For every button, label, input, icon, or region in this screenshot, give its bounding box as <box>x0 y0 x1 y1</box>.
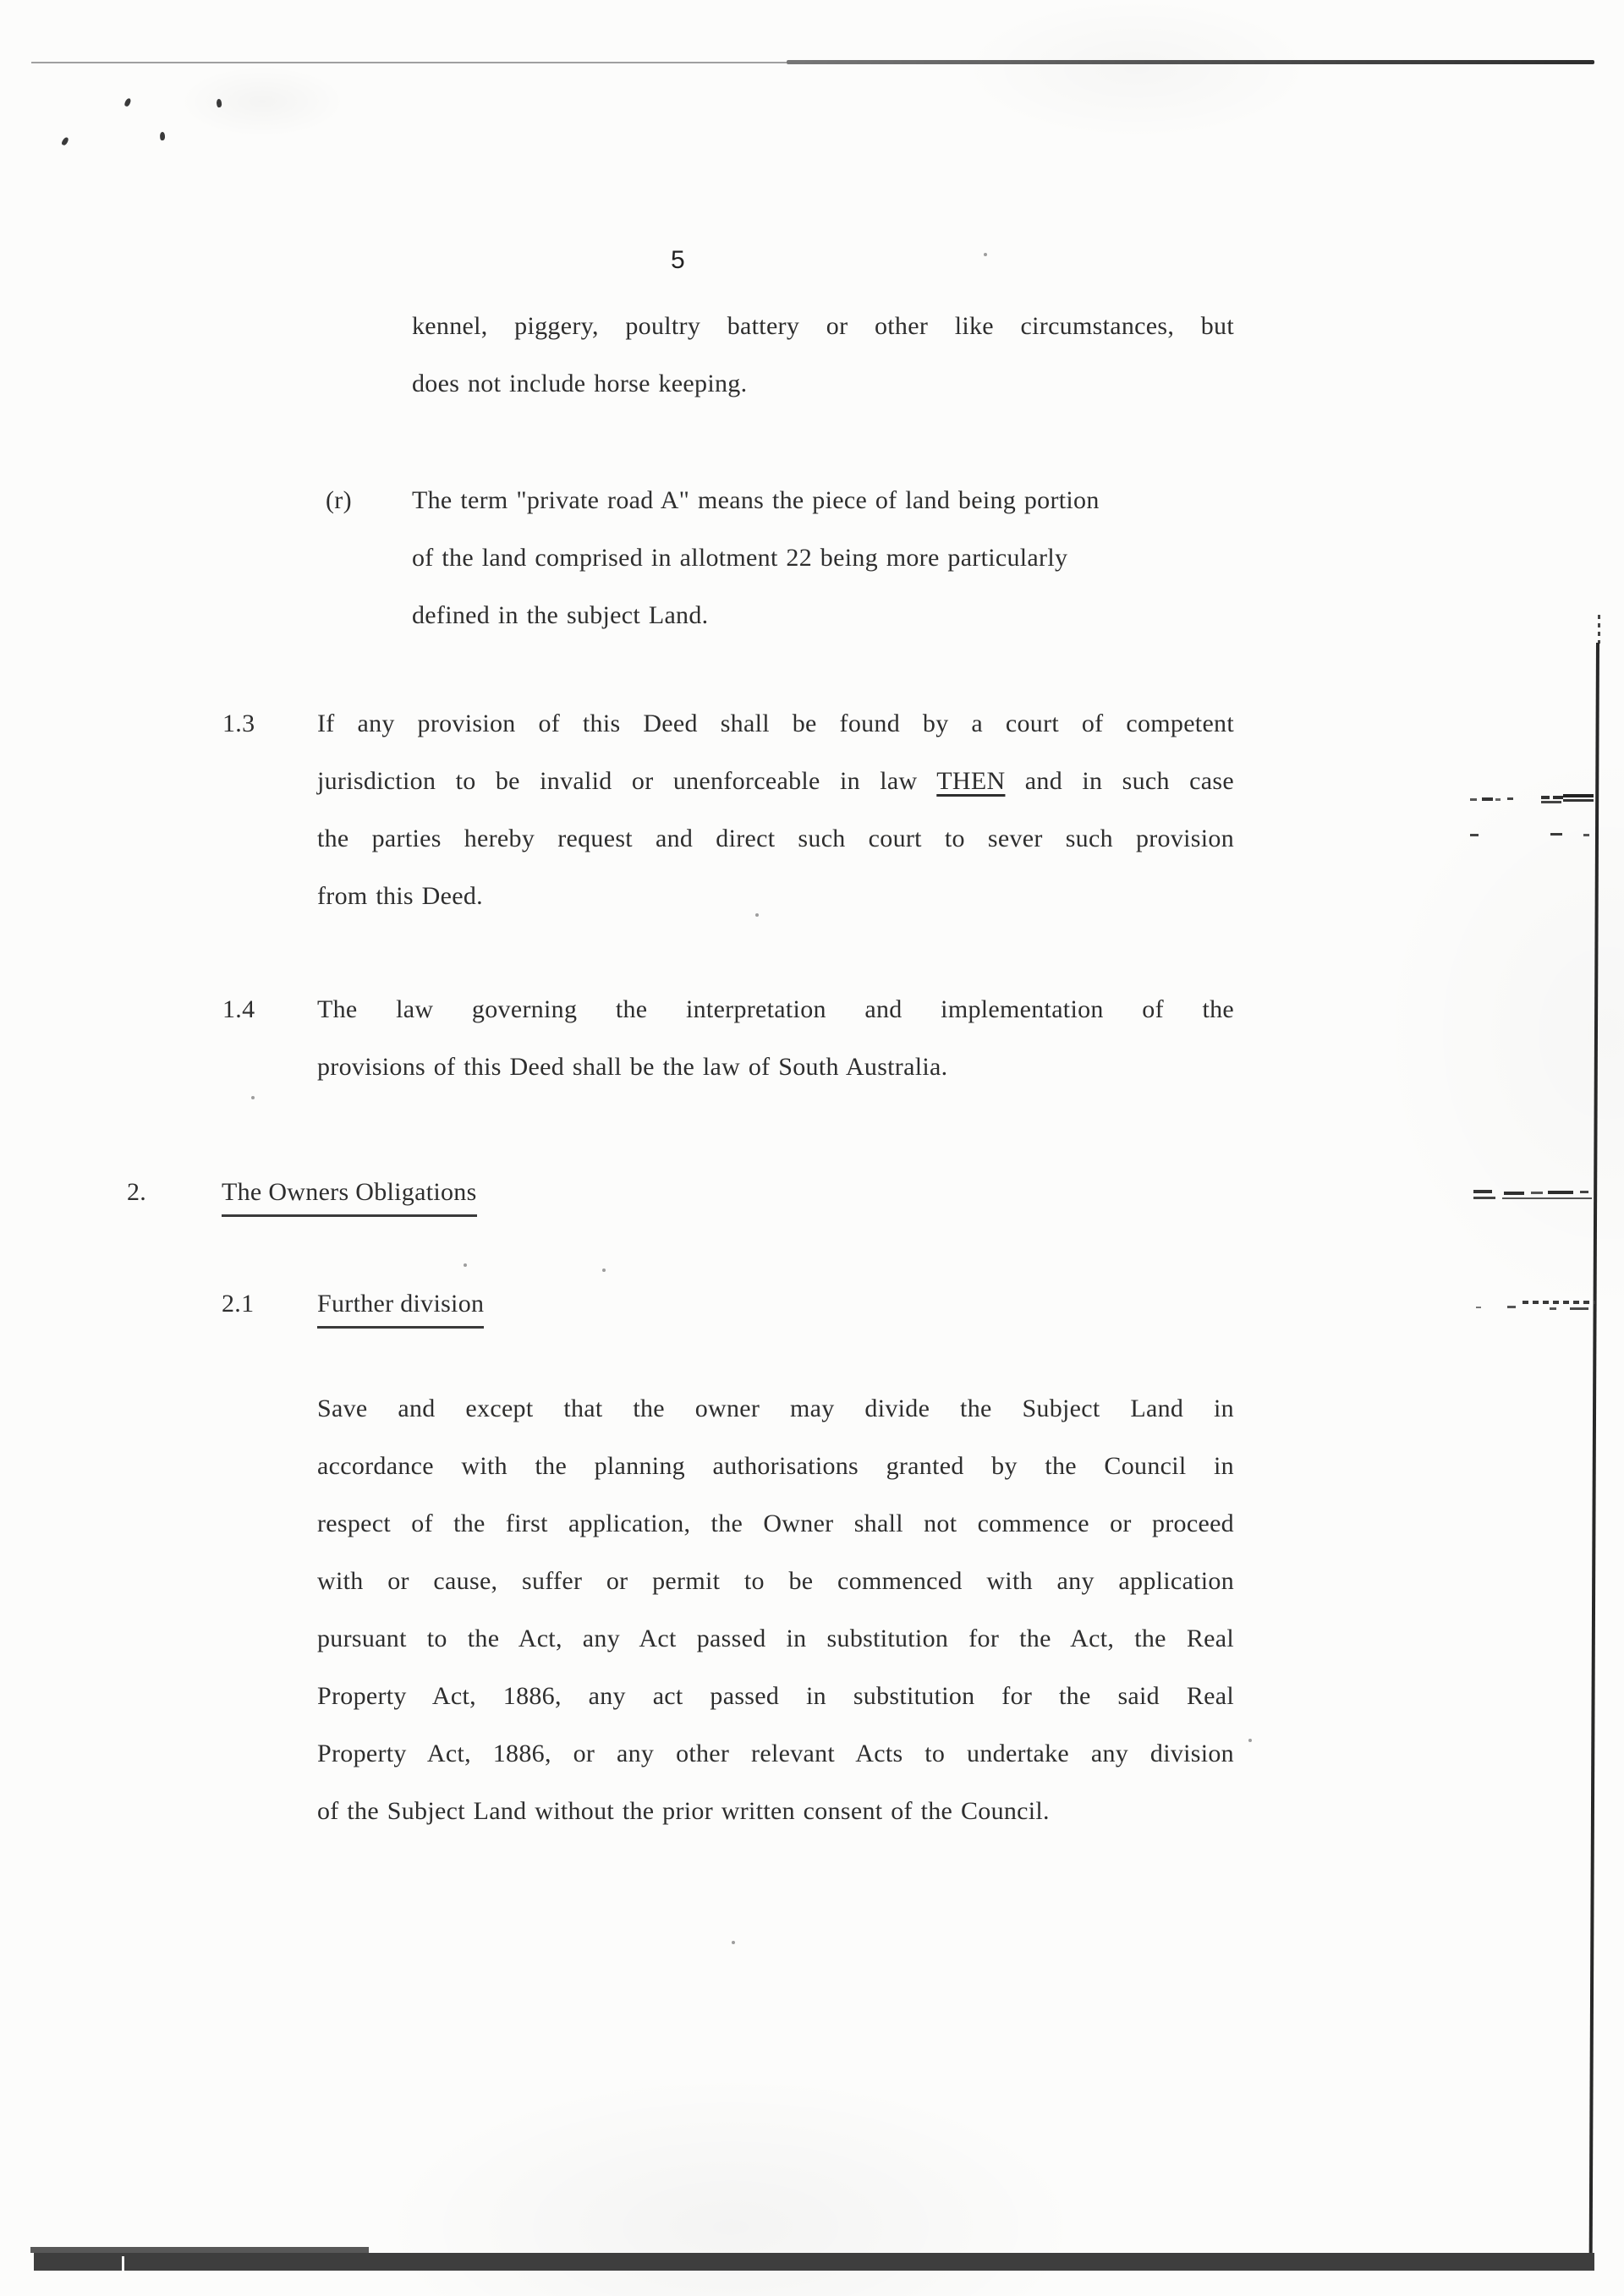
scan-bottom-edge-notch <box>122 2256 124 2271</box>
text-line: respect of the first application, the Owner shall not commence or proceed <box>317 1510 1234 1537</box>
scan-dot <box>984 253 987 256</box>
scan-dashed-line <box>1522 1301 1595 1304</box>
scan-dash <box>1507 1306 1516 1308</box>
scan-bottom-edge-bar <box>34 2253 1594 2271</box>
scan-dash <box>1570 1307 1588 1310</box>
ink-speck <box>216 98 222 107</box>
text-line: does not include horse keeping. <box>412 370 748 397</box>
scan-dash <box>1563 799 1594 802</box>
scan-dash <box>1531 1192 1543 1194</box>
text-line: provisions of this Deed shall be the law of South Australia. <box>317 1053 948 1081</box>
clause-1-4-number: 1.4 <box>222 995 255 1023</box>
scan-dash <box>1470 798 1477 801</box>
scan-dot <box>1248 1739 1252 1742</box>
text-line: The term "private road A" means the piece of land being portion <box>412 486 1100 514</box>
definition-r-label: (r) <box>326 486 352 514</box>
text-line: the parties hereby request and direct such court to sever such provision <box>317 825 1234 852</box>
section-2-heading <box>222 1175 477 1217</box>
ink-speck <box>159 132 165 141</box>
text-line: Save and except that the owner may divide the Subject Land in <box>317 1395 1234 1422</box>
text-line: defined in the subject Land. <box>412 601 709 629</box>
scan-dash <box>1495 798 1501 801</box>
text-line: If any provision of this Deed shall be found by a court of competent <box>317 710 1234 737</box>
scan-dash <box>1482 797 1493 801</box>
ink-speck <box>124 97 132 107</box>
text-line: with or cause, suffer or permit to be commenced with any application <box>317 1567 1234 1595</box>
scan-dot <box>755 913 759 917</box>
scan-dash <box>1553 796 1563 799</box>
scan-bottom-edge-lead <box>30 2247 369 2253</box>
text-line: from this Deed. <box>317 882 483 910</box>
ink-speck <box>61 136 69 146</box>
text-line: jurisdiction to be invalid or unenforceable in law THEN and in such case <box>317 767 1234 795</box>
scan-dash <box>1563 794 1594 797</box>
text-line: accordance with the planning authorisations granted by the Council in <box>317 1452 1234 1480</box>
scan-dash <box>1476 1307 1481 1308</box>
scan-top-edge-line-dark <box>787 60 1594 64</box>
scan-dash <box>1550 1307 1556 1310</box>
scan-dash <box>1583 834 1589 836</box>
scan-dash <box>1473 1197 1495 1199</box>
scan-dash <box>1507 797 1513 800</box>
clause-2-1-heading <box>317 1287 484 1329</box>
scan-dot <box>732 1941 735 1944</box>
scan-dot <box>602 1269 606 1272</box>
clause-1-4-text <box>317 981 1234 1096</box>
clause-1-3-number: 1.3 <box>222 710 255 737</box>
section-2-heading-text: The Owners Obligations <box>222 1175 477 1217</box>
section-2-number: 2. <box>127 1178 147 1206</box>
scan-dot <box>251 1096 255 1099</box>
scan-dash <box>1548 1191 1573 1194</box>
scan-dash <box>1550 833 1562 836</box>
clause-1-3-text <box>317 695 1234 925</box>
scan-dash <box>1504 1192 1524 1195</box>
scan-right-edge-line <box>1589 643 1599 2271</box>
scan-dash <box>1541 801 1561 803</box>
page-number: 5 <box>671 246 685 274</box>
text-line: Property Act, 1886, any act passed in substitution for the said Real <box>317 1682 1234 1710</box>
clause-2-1-number: 2.1 <box>222 1290 255 1318</box>
scan-dash <box>1473 1190 1492 1193</box>
text-line: The law governing the interpretation and implementation of the <box>317 995 1234 1023</box>
scan-dash <box>1541 796 1550 799</box>
paragraph-kennel-continuation <box>412 298 1234 413</box>
scan-dash <box>1580 1191 1588 1193</box>
clause-2-1-body <box>317 1380 1234 1840</box>
scan-right-edge-dotted-line <box>1598 615 1600 644</box>
text-line: kennel, piggery, poultry battery or other like circumstances, but <box>412 312 1234 340</box>
scan-dash <box>1502 1197 1592 1199</box>
definition-r-text <box>412 472 1234 644</box>
text-line: of the Subject Land without the prior written consent of the Council. <box>317 1797 1050 1825</box>
scan-dash <box>1470 834 1479 836</box>
text-line: pursuant to the Act, any Act passed in substitution for the Act, the Real <box>317 1625 1234 1652</box>
text-line: Property Act, 1886, or any other relevant Acts to undertake any division <box>317 1740 1234 1767</box>
scan-dot <box>464 1263 467 1267</box>
text-line: of the land comprised in allotment 22 being more particularly <box>412 544 1068 572</box>
clause-2-1-heading-text: Further division <box>317 1287 484 1329</box>
